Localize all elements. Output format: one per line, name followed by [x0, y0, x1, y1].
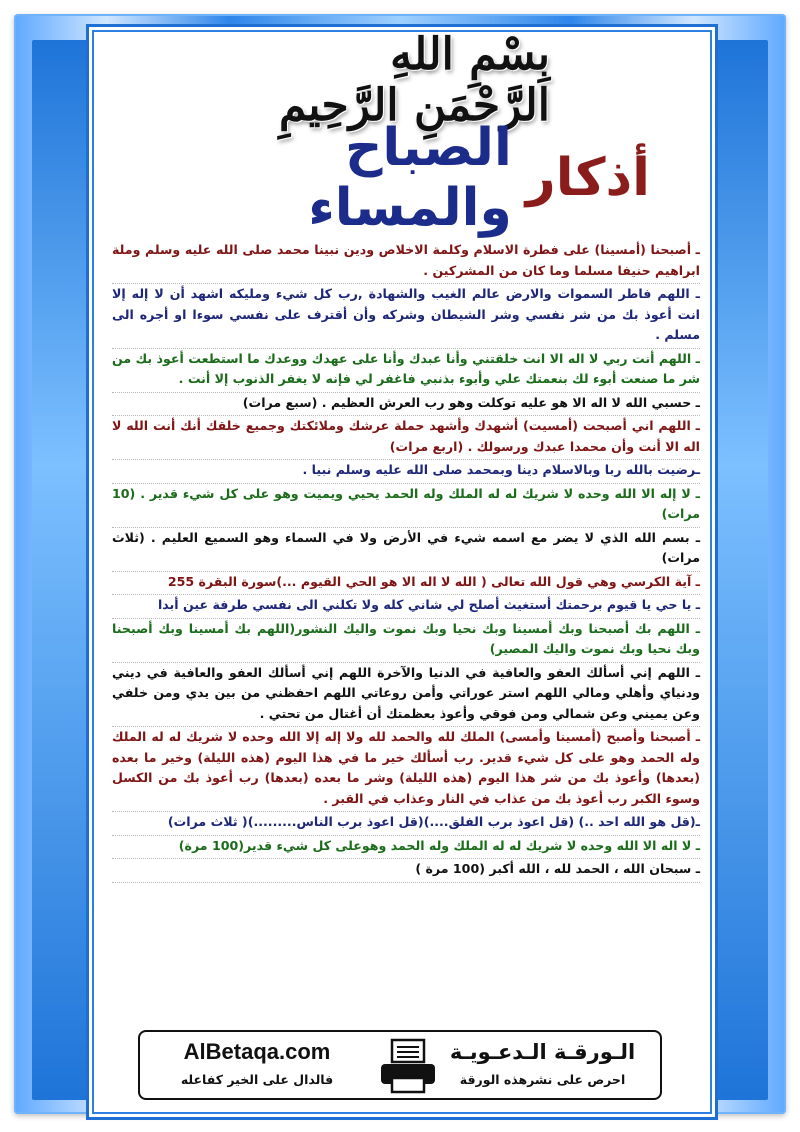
- dhikr-item: ـ بسم الله الذي لا يضر مع اسمه شيء في الأرض ولا في السماء وهو السميع العليم . (ثلاث مرات): [112, 528, 700, 572]
- footer-motto: فالدال على الخير كفاعله: [180, 1072, 334, 1087]
- dhikr-item: ـ اللهم بك أصبحنا وبك أمسينا وبك نحيا وبك نموت واليك النشور(اللهم بك أمسينا وبك أصبحنا وبك نحيا وبك نموت واليك المصير): [112, 619, 700, 663]
- dhikr-item: ـ(قل هو الله احد ..) (قل اعوذ برب الفلق....)(قل اعوذ برب الناس.........)( ثلاث مرات): [112, 812, 700, 836]
- footer-box: [138, 1030, 662, 1100]
- dhikr-item: ـ لا إله الا الله وحده لا شريك له له الملك وله الحمد يحيي ويميت وهو على كل شيء قدير . (10 مرات): [112, 484, 700, 528]
- dhikr-item: ـ أصبحنا (أمسينا) على فطرة الاسلام وكلمة الاخلاص ودين نبينا محمد صلى الله عليه وسلم وملة ابراهيم حنيفا مسلما وما كان من المشركين .: [112, 240, 700, 284]
- title-part-1: أذكار: [525, 148, 650, 208]
- footer-right: [435, 1036, 650, 1096]
- dhikr-item: ـ آية الكرسي وهي قول الله تعالى ( الله لا اله الا هو الحي القيوم ...)سورة البقرة 255: [112, 572, 700, 596]
- site-link[interactable]: AlBetaqa.com: [183, 1039, 331, 1064]
- footer-note: احرص على نشرهذه الورقة: [459, 1072, 626, 1087]
- dhikr-item: ـ لا اله الا الله وحده لا شريك له له الملك وله الحمد وهوعلى كل شيء قدير(100 مرة): [112, 836, 700, 860]
- title-part-2: الصباح والمساء: [308, 118, 512, 238]
- basmala-calligraphy: بِسْمِ اللهِ الرَّحْمَنِ الرَّحِيمِ: [278, 29, 550, 131]
- footer-left: [152, 1036, 362, 1096]
- dhikr-item: ـ يا حي يا قيوم برحمتك أستغيث أصلح لي شاني كله ولا تكلني الى نفسي طرفة عين أبدا: [112, 595, 700, 619]
- printer-icon: [378, 1038, 438, 1096]
- dhikr-item: ـ اللهم إني أسألك العفو والعافية في الدنيا والآخرة اللهم إني أسألك العفو والعافية في ديني ودنياي وأهلي ومالي اللهم استر عوراتي وأمن روعاتي اللهم احفظني من بين يدي ومن خلفي وعن يميني وعن شمالي ومن فوقي وأعوذ بعظمتك أن أغتال من تحتي .: [112, 663, 700, 728]
- dhikr-item: ـرضيت بالله ربا وبالاسلام دينا وبمحمد صلى الله عليه وسلم نبيا .: [112, 460, 700, 484]
- dhikr-item: ـ حسبي الله لا اله الا هو عليه توكلت وهو رب العرش العظيم . (سبع مرات): [112, 393, 700, 417]
- dhikr-item: ـ سبحان الله ، الحمد لله ، الله أكبر (100 مرة ): [112, 859, 700, 883]
- dhikr-item: ـ اللهم فاطر السموات والارض عالم الغيب والشهادة ,رب كل شيء ومليكه اشهد أن لا إله إلا انت أعوذ بك من شر نفسي وشر الشيطان وشركه وأن أقترف على نفسي سوءا او أجره الى مسلم .: [112, 284, 700, 349]
- dhikr-item: ـ اللهم أنت ربي لا اله الا انت خلقتني وأنا عبدك وأنا على عهدك ووعدك ما استطعت أعوذ بك من شر ما صنعت أبوء لك بنعمتك علي وأبوء بذنبي فاغفر لي فإنه لا يغفر الذنوب إلا أنت .: [112, 349, 700, 393]
- page-title: [150, 118, 650, 238]
- adhkar-list: [112, 240, 700, 883]
- brand-name: الـورقـة الـدعـويـة: [449, 1040, 636, 1064]
- dhikr-item: ـ أصبحنا وأصبح (أمسينا وأمسى) الملك لله والحمد لله ولا إله إلا الله وحده لا شريك له له الملك وله الحمد وهو على كل شيء قدير. رب أسألك خير ما في هذا اليوم (هذه الليلة) وخير ما بعده (بعدها) وأعوذ بك من شر هذا اليوم (هذه الليلة) وشر ما بعده (بعدها) رب أعوذ بك من الكسل وسوء الكبر رب أعوذ بك من عذاب في النار وعذاب في القبر .: [112, 727, 700, 812]
- dhikr-item: ـ اللهم اني أصبحت (أمسيت) أشهدك وأشهد حملة عرشك وملائكتك وجميع خلقك أنك أنت الله لا اله الا أنت وأن محمدا عبدك ورسولك . (اربع مرات): [112, 416, 700, 460]
